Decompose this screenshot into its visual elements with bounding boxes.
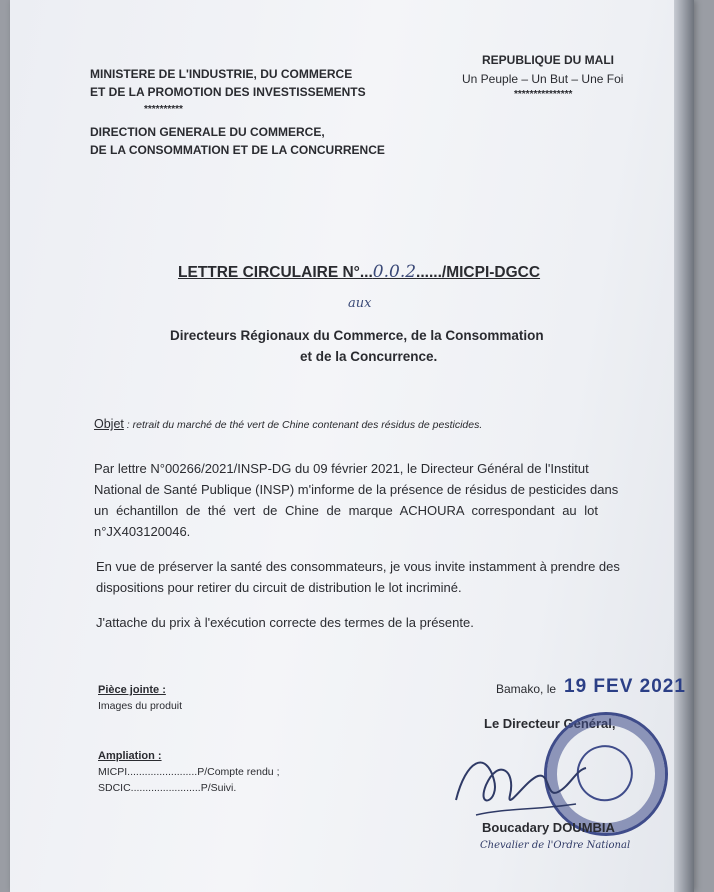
recipient-line-2: et de la Concurrence.	[300, 349, 438, 364]
header-separator-stars-right: ***************	[514, 89, 573, 100]
letter-title	[178, 262, 540, 282]
signatory-role: Le Directeur Général,	[484, 716, 616, 731]
ministry-line-2: ET DE LA PROMOTION DES INVESTISSEMENTS	[90, 85, 366, 99]
header-separator-stars-left: **********	[144, 104, 183, 115]
distribution-purpose-1: P/Compte rendu ;	[197, 766, 280, 778]
signatory-distinction: Chevalier de l'Ordre National	[480, 840, 631, 851]
handwritten-letter-number: 0.0.2	[372, 262, 417, 282]
national-motto: Un Peuple – Un But – Une Foi	[462, 72, 624, 86]
recipient-line-1: Directeurs Régionaux du Commerce, de la Consommation	[170, 328, 544, 343]
attachment-label: Pièce jointe :	[98, 684, 166, 696]
document-page	[10, 0, 694, 892]
distribution-name-2: SDCIC	[98, 782, 131, 794]
date-stamp: 19 FEV 2021	[564, 676, 686, 697]
direction-line-1: DIRECTION GENERALE DU COMMERCE,	[90, 125, 325, 139]
page-edge-shadow	[674, 0, 694, 892]
object-line	[94, 417, 482, 431]
handwritten-signature	[446, 740, 596, 830]
place: Bamako, le	[496, 682, 557, 696]
title-prefix: LETTRE CIRCULAIRE N°...	[178, 264, 373, 281]
attachment-value: Images du produit	[98, 700, 183, 712]
body-p1-line-4: n°JX403120046.	[94, 524, 191, 539]
title-suffix: ....../MICPI-DGCC	[416, 264, 541, 281]
body-p2-line-1: En vue de préserver la santé des consommateurs, je vous invite instamment à prendre des	[96, 559, 620, 574]
distribution-name-1: MICPI	[98, 766, 128, 778]
distribution-row-1	[98, 766, 279, 778]
body-p1-line-2: National de Santé Publique (INSP) m'informe de la présence de résidus de pesticides dans	[94, 482, 619, 497]
object-text: : retrait du marché de thé vert de Chine contenant des résidus de pesticides.	[123, 419, 483, 431]
distribution-row-2	[98, 782, 236, 794]
body-p3: J'attache du prix à l'exécution correcte des termes de la présente.	[96, 615, 474, 630]
body-p2-line-2: dispositions pour retirer du circuit de distribution le lot incriminé.	[96, 580, 462, 595]
distribution-dots-2: ........................	[130, 782, 201, 794]
distribution-purpose-2: P/Suivi.	[200, 782, 237, 794]
direction-line-2: DE LA CONSOMMATION ET DE LA CONCURRENCE	[90, 143, 385, 157]
ministry-line-1: MINISTERE DE L'INDUSTRIE, DU COMMERCE	[90, 67, 353, 81]
object-label: Objet	[94, 417, 124, 431]
distribution-label: Ampliation :	[98, 750, 162, 762]
republic-name: REPUBLIQUE DU MALI	[482, 53, 614, 67]
body-p1-line-3: un échantillon de thé vert de Chine de marque ACHOURA correspondant au lot	[94, 503, 598, 518]
distribution-dots-1: ........................	[127, 766, 198, 778]
body-p1-line-1: Par lettre N°00266/2021/INSP-DG du 09 février 2021, le Directeur Général de l'Institut	[94, 461, 589, 476]
handwritten-aux: aux	[348, 296, 372, 311]
signatory-name: Boucadary DOUMBIA	[482, 820, 615, 835]
